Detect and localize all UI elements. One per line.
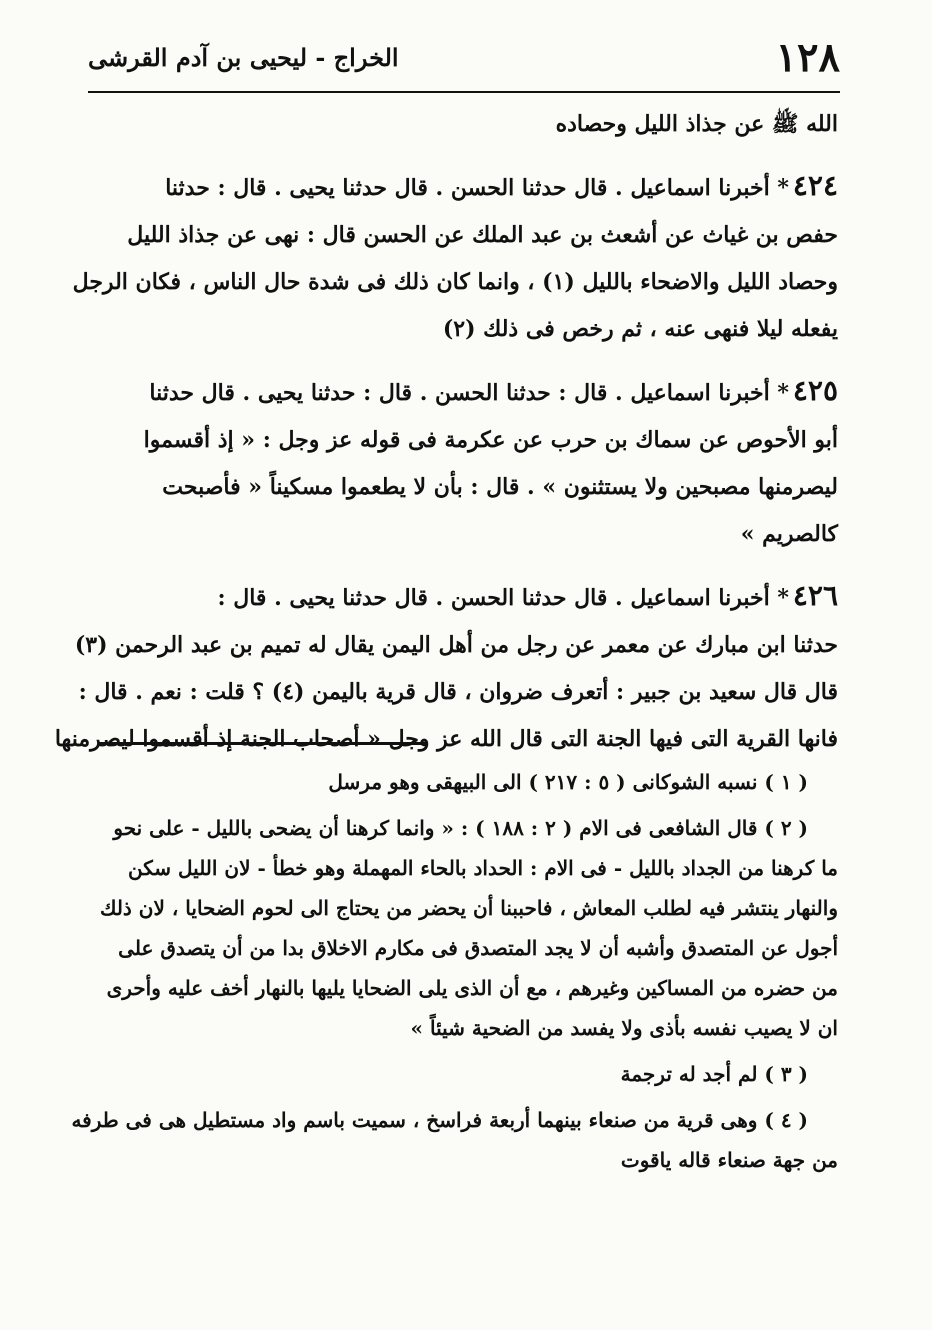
hadith-text-line: * أخبرنا اسماعيل . قال : حدثنا الحسن . قال : حدثنا يحيى . قال حدثنا (149, 380, 789, 406)
hadith-426 (54, 572, 838, 763)
hadith-number: ٤٢٤ (792, 169, 838, 202)
footnote-line: من حضره من المساكين وغيرهم ، مع أن الذى يلى الضحايا يليها بالنهار أخف عليه وأحرى (106, 976, 838, 1000)
hadith-text-line: * أخبرنا اسماعيل . قال حدثنا الحسن . قال حدثنا يحيى . قال : حدثنا (165, 175, 789, 201)
footnote-1 (92, 762, 838, 802)
main-text (54, 100, 838, 763)
footnote-line: ( ١ ) نسبه الشوكانى ( ٥ : ٢١٧ ) الى البيهقى وهو مرسل (328, 770, 808, 794)
hadith-425 (92, 367, 838, 558)
footnote-2 (92, 808, 838, 1048)
header-divider (88, 91, 840, 93)
footnote-line: ان لا يصيب نفسه بأذى ولا يفسد من الضحية شيئاً » (410, 1016, 838, 1040)
footnotes (71, 762, 838, 1186)
hadith-text-line: كالصريم » (740, 521, 838, 547)
hadith-text-line: ليصرمنها مصبحين ولا يستثنون » . قال : بأن لا يطعموا مسكيناً « فأصبحت (162, 474, 838, 500)
footnote-3 (92, 1054, 838, 1094)
page-number: ١٢٨ (775, 33, 840, 81)
footnote-line: والنهار ينتشر فيه لطلب المعاش ، فاحببنا أن يحضر من يحتاج الى لحوم الضحايا ، لان ذلك (99, 896, 838, 920)
hadith-text-line: يفعله ليلا فنهى عنه ، ثم رخص فى ذلك (٢) (442, 316, 838, 342)
hadith-text-line: أبو الأحوص عن سماك بن حرب عن عكرمة فى قوله عز وجل : « إذ أقسموا (143, 427, 838, 453)
hadith-number: ٤٢٥ (792, 374, 838, 407)
page-header (88, 26, 840, 88)
hadith-text-line: قال قال سعيد بن جبير : أتعرف ضروان ، قال قرية باليمن (٤) ؟ قلت : نعم . قال : (78, 679, 838, 705)
footnote-line: ( ٢ ) قال الشافعى فى الام ( ٢ : ١٨٨ ) : « وانما كرهنا أن يضحى بالليل - على نحو (113, 816, 808, 840)
footnote-line: ( ٣ ) لم أجد له ترجمة (620, 1062, 808, 1086)
hadith-text-line: حدثنا ابن مبارك عن معمر عن رجل من أهل اليمن يقال له تميم بن عبد الرحمن (٣) (74, 632, 838, 658)
intro-line: الله ﷺ عن جذاذ الليل وحصاده (555, 111, 838, 137)
footnote-line: ما كرهنا من الجداد بالليل - فى الام : الحداد بالحاء المهملة وهو خطأ - لان الليل سكن (128, 856, 838, 880)
hadith-text-line: * أخبرنا اسماعيل . قال حدثنا الحسن . قال حدثنا يحيى . قال : (217, 585, 789, 611)
hadith-424 (72, 162, 838, 353)
footnote-4 (71, 1100, 838, 1180)
hadith-number: ٤٢٦ (792, 579, 838, 612)
hadith-text-line: حفص بن غياث عن أشعث بن عبد الملك عن الحسن قال : نهى عن جذاذ الليل (127, 222, 838, 248)
footnote-line: أجول عن المتصدق وأشبه أن لا يجد المتصدق فى مكارم الاخلاق بدا من أن يتصدق على (118, 936, 838, 960)
footnote-line: ( ٤ ) وهى قرية من صنعاء بينهما أربعة فراسخ ، سميت باسم واد مستطيل هى فى طرفه (71, 1108, 808, 1132)
running-title: الخراج - ليحيى بن آدم القرشى (88, 42, 399, 72)
hadith-text-line: وحصاد الليل والاضحاء بالليل (١) ، وانما كان ذلك فى شدة حال الناس ، فكان الرجل (72, 269, 838, 295)
hadith-text-line: فانها القرية التى فيها الجنة التى قال الله عز وجل « أصحاب الجنة إذ أقسموا ليصرمنها (54, 726, 838, 752)
footnote-divider (98, 742, 428, 745)
footnote-line: من جهة صنعاء قاله ياقوت (620, 1148, 838, 1172)
